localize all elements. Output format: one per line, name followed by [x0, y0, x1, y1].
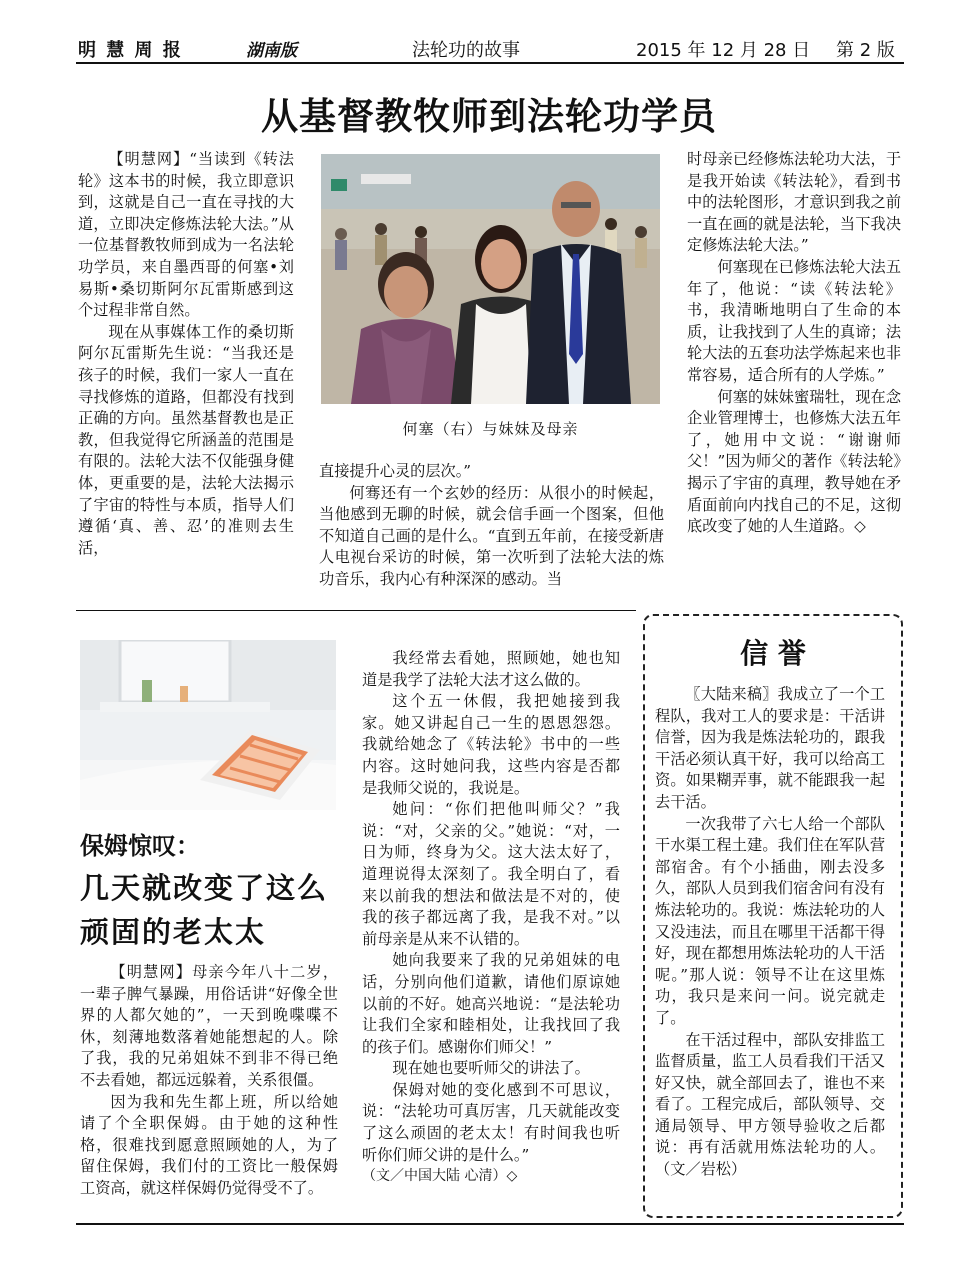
article3-p1: 〖大陆来稿〗我成立了一个工程队，我对工人的要求是：干活讲信誉，因为我是炼法轮功的，跟我干活必须认真干好，我可以给高工资。如果糊弄事，就不能跟我一起去干活。 — [655, 685, 885, 811]
article1-col1-p1: 【明慧网】“当读到《转法轮》这本书的时候，我立即意识到，这就是自己一直在寻找的大道，立即决定修炼法轮大法。”从一位基督教牧师到成为一名法轮功学员，来自墨西哥的何塞•刘易斯•桑切斯阿尔瓦雷斯感到这个过程非常自然。 — [78, 150, 294, 320]
article2-col1-p1: 【明慧网】母亲今年八十二岁，一辈子脾气暴躁，用俗话讲“好像全世界的人都欠她的”，一天到晚喋喋不休，刻薄地数落着她能想起的人。除了我，我的兄弟姐妹不到非不得已绝不去看她，都远远躲着，关系很僵。 — [80, 963, 338, 1089]
family-photo-image — [321, 154, 660, 404]
article3-p3: 在干活过程中，部队安排监工监督质量，监工人员看我们干活又好又快，就全部回去了，谁也不来看了。工程完成后，部队领导、交通局领导、甲方领导验收之后都说：再有活就用炼法轮功的人。（文／岩松） — [655, 1030, 885, 1179]
page-number: 第 2 版 — [836, 40, 895, 61]
article3-body — [655, 684, 885, 1181]
article1-col3-p2: 何塞现在已修炼法轮大法五年了，他说：“读《转法轮》书，我清晰地明白了生命的本质，让我找到了人生的真谛；法轮大法的五套功法学炼起来也非常容易，适合所有的人学炼。” — [687, 257, 901, 384]
section-divider — [76, 610, 636, 611]
article2-col2-p5: 现在她也要听师父的讲法了。 — [392, 1059, 590, 1078]
article2-col2 — [362, 648, 620, 1188]
article1-col3 — [687, 149, 901, 538]
article1-col1-p2: 现在从事媒体工作的桑切斯阿尔瓦雷斯先生说：“当我还是孩子的时候，我们一家人一直在寻找修炼的道路，但都没有找到正确的方向。虽然基督教也是正教，但我觉得它所涵盖的范围是有限的。法轮大法不仅能强身健体，更重要的是，法轮大法揭示了宇宙的特性与本质，指导人们遵循‘真、善、忍’的准则去生活， — [78, 322, 294, 557]
article2-col1 — [80, 962, 338, 1200]
article2-title-line1: 保姆惊叹： — [80, 832, 200, 860]
article3-p2: 一次我带了六七人给一个部队干水渠工程土建。我们住在军队营部宿舍。有个小插曲，刚去没多久，部队人员到我们宿舍问有没有炼法轮功的。我说：炼法轮功的人又没违法，而且在哪里干活都干得好，现在都想用炼法轮功的人干活呢。”那人说：领导不让在这里炼功，我只是来问一问。说完就走了。 — [655, 814, 885, 1027]
article2-col2-p6: 保姆对她的变化感到不可思议，说：“法轮功可真厉害，几天就能改变了这么顽固的老太太！有时间我也听听你们师父讲的是什么。” — [362, 1080, 620, 1164]
article1-col2 — [319, 461, 664, 591]
edition-label: 湖南版 — [246, 41, 297, 61]
article1-col3-p3: 何塞的妹妹蜜瑞牡，现在念企业管理博士，也修炼大法五年了，她用中文说：“谢谢师父！”因为师父的著作《转法轮》揭示了宇宙的真理，教导她在矛盾面前向内找自己的不足，这彻底改变了她的人生道路。◇ — [687, 387, 901, 536]
article1-title: 从基督教牧师到法轮功学员 — [261, 95, 717, 138]
article1-photo — [321, 154, 660, 404]
section-label: 法轮功的故事 — [412, 40, 520, 61]
article2-byline: （文／中国大陆 心清）◇ — [362, 1168, 518, 1185]
article2-title-line2: 几天就改变了这么 — [80, 871, 329, 905]
header-rule — [76, 62, 904, 64]
article2-col2-p1: 我经常去看她，照顾她，她也知道是我学了法轮大法才这么做的。 — [362, 649, 620, 689]
article1-col3-p1: 时母亲已经修炼法轮功大法，于是我开始读《转法轮》，看到书中的法轮图形，才意识到我之前一直在画的就是法轮，当下我决定修炼法轮大法。” — [687, 150, 901, 255]
article2-col1-p2: 因为我和先生都上班，所以给她请了个全职保姆。由于她的这种性格，很难找到愿意照顾她的人，为了留住保姆，我们付的工资比一般保姆工资高，就这样保姆仍觉得受不了。 — [80, 1092, 338, 1197]
bedroom-pillow-image — [80, 640, 336, 810]
paper-name: 明 慧 周 报 — [78, 40, 183, 61]
issue-date: 2015 年 12 月 28 日 — [636, 40, 811, 61]
article2-col2-p2: 这个五一休假，我把她接到我家。她又讲起自己一生的恩恩怨怨。我就给她念了《转法轮》书中的一些内容。这时她问我，这些内容是否都是我师父说的，我说是。 — [362, 692, 620, 797]
article2-photo — [80, 640, 336, 810]
article1-col1 — [78, 149, 294, 559]
footer-rule — [76, 1223, 904, 1225]
article1-col2-p2: 何骞还有一个玄妙的经历：从很小的时候起，当他感到无聊的时候，就会信手画一个图案，但他不知道自己画的是什么。“直到五年前，在接受新唐人电视台采访的时候，第一次听到了法轮大法的炼功音乐，我内心有种深深的感动。当 — [319, 483, 664, 588]
article2-col2-p4: 她向我要来了我的兄弟姐妹的电话，分别向他们道歉，请他们原谅她以前的不好。她高兴地说：“是法轮功让我们全家和睦相处，让我找回了我的孩子们。感谢你们师父！” — [362, 951, 620, 1056]
article1-col2-p1: 直接提升心灵的层次。” — [319, 462, 472, 480]
article2-col2-p3: 她问：“你们把他叫师父？”我说：“对，父亲的父。”她说：“对，一日为师，终身为父。这大法太好了，道理说得太深刻了。我全明白了，看来以前我的想法和做法是不对的，使我的孩子都远离了我，是我不对。”以前母亲是从来不认错的。 — [362, 800, 620, 948]
article1-photo-caption: 何塞（右）与妹妹及母亲 — [402, 420, 579, 438]
article3-title: 信 誉 — [740, 637, 806, 670]
article2-title-line3: 顽固的老太太 — [80, 915, 267, 949]
